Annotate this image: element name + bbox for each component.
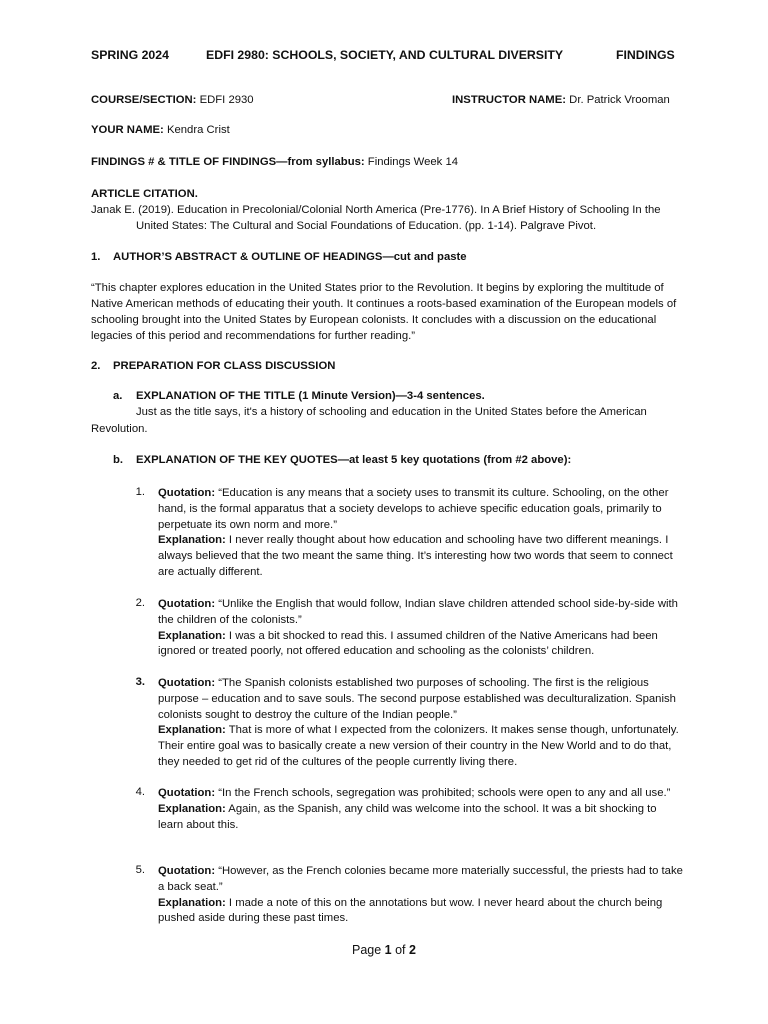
quotation [158, 864, 683, 896]
section-2-number: 2. [91, 360, 101, 372]
quote-number: 2. [135, 597, 145, 609]
explanation [158, 629, 683, 661]
course-title: EDFI 2980: SCHOOLS, SOCIETY, AND CULTURAL DIVERSITY [206, 48, 564, 62]
explanation-text: I made a note of this on the annotations but wow. I never heard about the church being pushed aside during these past times. [158, 896, 663, 925]
quotation-text: “The Spanish colonists established two purposes of schooling. The first is the religious purpose – education and to save souls. The second purpose established was deculturalization. Spanish colonists sought to destroy the culture of the Indian people.” [158, 677, 676, 721]
explanation-label: Explanation: [158, 534, 226, 547]
course-value: EDFI 2930 [196, 94, 254, 106]
quotation-label: Quotation: [158, 487, 216, 499]
page-number [352, 943, 416, 957]
current-page: 1 [384, 943, 392, 957]
section-1-number: 1. [91, 251, 101, 263]
explanation [158, 533, 683, 580]
quotation-label: Quotation: [158, 677, 216, 689]
quotation [158, 486, 683, 533]
subsection-a-letter: a. [113, 390, 123, 402]
quote-item [158, 486, 683, 581]
findings-line [91, 156, 458, 168]
subsection-a-heading: EXPLANATION OF THE TITLE (1 Minute Version)—3-4 sentences. [136, 390, 485, 402]
explanation-text: Again, as the Spanish, any child was welcome into the school. It was a bit shocking to learn about this. [158, 802, 657, 831]
quote-number: 5. [135, 864, 145, 876]
citation-heading: ARTICLE CITATION. [91, 188, 198, 200]
quotation [158, 786, 683, 802]
instructor-line [452, 94, 670, 106]
page-word: Page [352, 943, 385, 957]
explanation-label: Explanation: [158, 802, 226, 815]
course-section-line [91, 94, 254, 106]
explanation-text: I never really thought about how education and schooling have two different meanings. I always believed that the two meant the same thing. It’s interesting how two words that seem to connect are actually different. [158, 534, 673, 578]
citation-line-1: Janak E. (2019). Education in Precolonial/Colonial North America (Pre-1776). In A Brief History of Schooling In the [91, 204, 661, 216]
explanation [158, 802, 683, 834]
quote-number: 3. [135, 676, 145, 688]
explanation-text: I was a bit shocked to read this. I assumed children of the Native Americans had been ignored or treated poorly, not offered education and schooling as the colonists’ children. [158, 629, 658, 658]
subsection-b-heading: EXPLANATION OF THE KEY QUOTES—at least 5 key quotations (from #2 above): [136, 454, 572, 466]
course-label: COURSE/SECTION: [91, 94, 197, 106]
doc-type: FINDINGS [616, 48, 675, 62]
explanation-label: Explanation: [158, 896, 226, 909]
quotation-text: “In the French schools, segregation was prohibited; schools were open to any and all use.” [215, 787, 671, 799]
quotation [158, 597, 683, 629]
findings-value: Findings Week 14 [364, 156, 459, 168]
instructor-value: Dr. Patrick Vrooman [566, 94, 670, 106]
quotation-label: Quotation: [158, 787, 216, 799]
title-explanation-line-1: Just as the title says, it's a history of schooling and education in the United States before the American [136, 406, 647, 418]
quotation [158, 676, 683, 723]
explanation-label: Explanation: [158, 629, 226, 642]
name-label: YOUR NAME: [91, 124, 164, 136]
findings-label: FINDINGS # & TITLE OF FINDINGS—from syllabus: [91, 156, 365, 168]
quote-item [158, 864, 683, 927]
quotation-label: Quotation: [158, 598, 216, 610]
quote-number: 4. [135, 786, 145, 798]
term: SPRING 2024 [91, 48, 169, 62]
name-value: Kendra Crist [163, 124, 230, 136]
explanation-text: That is more of what I expected from the colonizers. It makes sense though, unfortunately. Their entire goal was to basically create a new version of their country in the New World and to do that, they needed to get rid of the cultures of the people currently living there. [158, 724, 679, 768]
section-1-heading: AUTHOR’S ABSTRACT & OUTLINE OF HEADINGS—cut and paste [113, 251, 467, 263]
citation-line-2: United States: The Cultural and Social Foundations of Education. (pp. 1-14). Palgrave Pivot. [136, 220, 597, 232]
quotation-text: “However, as the French colonies became more materially successful, the priests had to take a back seat.” [158, 865, 683, 893]
explanation [158, 723, 683, 770]
instructor-label: INSTRUCTOR NAME: [452, 94, 567, 106]
of-word: of [391, 943, 409, 957]
quote-item [158, 786, 683, 833]
quotation-text: “Education is any means that a society uses to transmit its culture. Schooling, on the other hand, is the formal apparatus that a society develops to achieve specific education goals, primarily to perpetuate its own norm and more.” [158, 487, 669, 531]
author-abstract: “This chapter explores education in the United States prior to the Revolution. It begins by exploring the multitude of Native American methods of educating their youth. It continues a roots-based examination of the European models of schooling brought into the United States by European colonists. It concludes with a discussion on the educational legacies of this period and recommendations for further reading.” [91, 282, 677, 342]
explanation [158, 896, 683, 928]
section-2-heading: PREPARATION FOR CLASS DISCUSSION [113, 360, 336, 372]
quotation-text: “Unlike the English that would follow, Indian slave children attended school side-by-side with the children of the colonists.” [158, 598, 678, 626]
quote-item [158, 597, 683, 660]
title-explanation-line-2: Revolution. [91, 423, 148, 435]
total-pages: 2 [409, 943, 416, 957]
subsection-b-letter: b. [113, 454, 124, 466]
quotation-label: Quotation: [158, 865, 216, 877]
quote-item [158, 676, 683, 771]
explanation-label: Explanation: [158, 724, 226, 737]
quote-number: 1. [135, 486, 145, 498]
your-name-line [91, 124, 230, 136]
